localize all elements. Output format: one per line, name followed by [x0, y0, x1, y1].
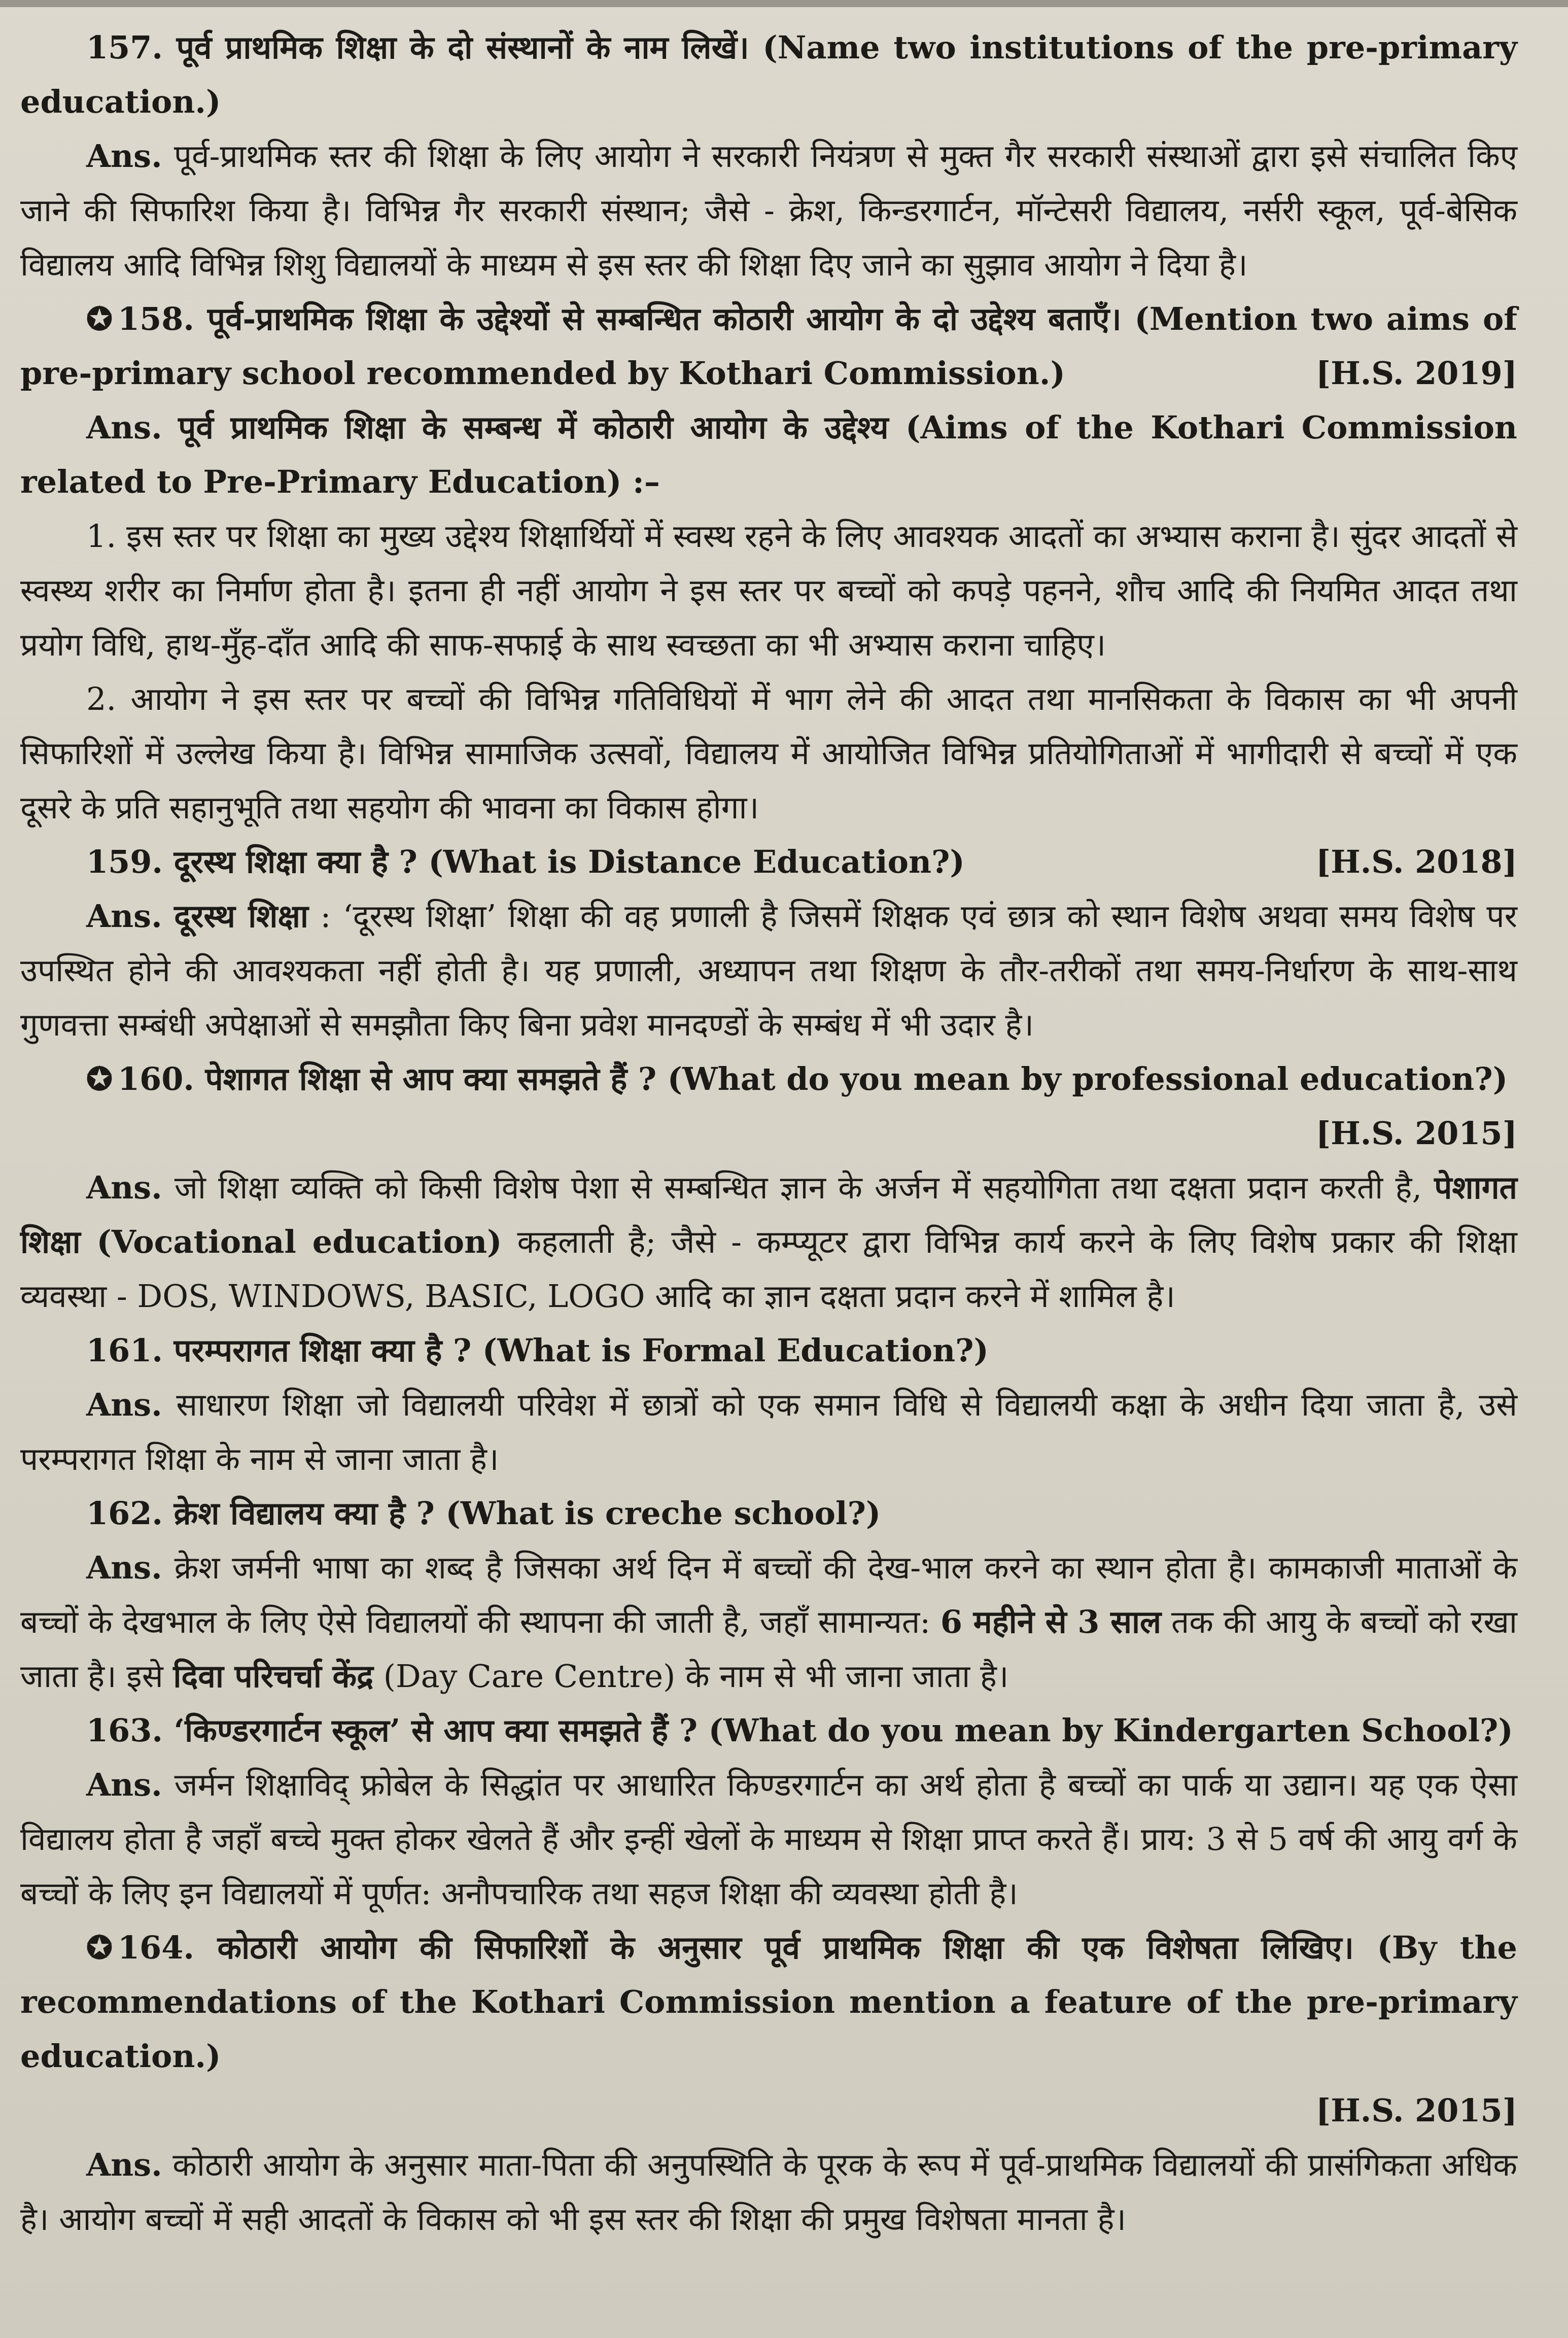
- answer-159: [20, 889, 1517, 1052]
- question-163: 163. ‘किण्डरगार्टन स्कूल’ से आप क्या समझते हैं ? (What do you mean by Kindergarten School?): [86, 1712, 1513, 1749]
- answer-label: Ans.: [86, 1549, 162, 1586]
- answer-160-term: पेशागत शिक्षा (Vocational education): [20, 1169, 1517, 1260]
- answer-159-text: : ‘दूरस्थ शिक्षा’ शिक्षा की वह प्रणाली है जिसमें शिक्षक एवं छात्र को स्थान विशेष अथवा समय विशेष पर उपस्थित होने की आवश्यकता नहीं होती है। यह प्रणाली, अध्यापन तथा शिक्षण के तौर-तरीकों तथा समय-निर्धारण के साथ-साथ गुणवत्ता सम्बंधी अपेक्षाओं से समझौता किए बिना प्रवेश मानदण्डों के सम्बंध में भी उदार है।: [20, 898, 1517, 1043]
- answer-162-age-range: 6 महीने से 3 साल: [940, 1603, 1162, 1640]
- answer-157: [20, 129, 1517, 292]
- question-164: [20, 1920, 1517, 2138]
- question-164-text: 164. कोठारी आयोग की सिफारिशों के अनुसार पूर्व प्राथमिक शिक्षा की एक विशेषता लिखिए। (By the recommendations of the Kothari Commission mention a feature of the pre-primary education.): [20, 1929, 1517, 2075]
- answer-label: Ans.: [86, 898, 162, 935]
- question-159: [20, 835, 1517, 889]
- question-162-block: [20, 1486, 1517, 1703]
- question-157: 157. पूर्व प्राथमिक शिक्षा के दो संस्थानों के नाम लिखें। (Name two institutions of the pre-primary education.): [20, 29, 1517, 120]
- exam-year-tag: [H.S. 2015]: [1315, 1115, 1517, 1152]
- question-160: [20, 1052, 1517, 1160]
- answer-162-text-2: तक की आयु के बच्चों को रखा जाता है। इसे: [20, 1603, 1517, 1695]
- answer-158-heading: [20, 400, 1517, 509]
- question-158-text: 158. पूर्व-प्राथमिक शिक्षा के उद्देश्यों से सम्बन्धित कोठारी आयोग के दो उद्देश्य बताएँ। (Mention two aims of pre-primary school recommended by Kothari Commission.): [20, 300, 1517, 392]
- answer-161-text: साधारण शिक्षा जो विद्यालयी परिवेश में छात्रों को एक समान विधि से विद्यालयी कक्षा के अधीन दिया जाता है, उसे परम्परागत शिक्षा के नाम से जाना जाता है।: [20, 1386, 1517, 1477]
- important-star-icon: ✪: [86, 1929, 113, 1966]
- answer-160-text-2: कहलाती है; जैसे - कम्प्यूटर द्वारा विभिन्न कार्य करने के लिए विशेष प्रकार की शिक्षा व्यवस्था - DOS, WINDOWS, BASIC, LOGO आदि का ज्ञान दक्षता प्रदान करने में शामिल है।: [20, 1223, 1517, 1315]
- question-158: [20, 292, 1517, 400]
- answer-160: [20, 1160, 1517, 1323]
- important-star-icon: ✪: [86, 300, 113, 337]
- answer-163: [20, 1758, 1517, 1920]
- question-159-block: [20, 835, 1517, 1052]
- question-161: 161. परम्परागत शिक्षा क्या है ? (What is Formal Education?): [86, 1332, 989, 1369]
- answer-158-point-1: 1. इस स्तर पर शिक्षा का मुख्य उद्देश्य शिक्षार्थियों में स्वस्थ रहने के लिए आवश्यक आदतों का अभ्यास कराना है। सुंदर आदतों से स्वस्थ्य शरीर का निर्माण होता है। इतना ही नहीं आयोग ने इस स्तर पर बच्चों को कपड़े पहनने, शौच आदि की नियमित आदत तथा प्रयोग विधि, हाथ-मुँह-दाँत आदि की साफ-सफाई के साथ स्वच्छता का भी अभ्यास कराना चाहिए।: [20, 518, 1517, 663]
- answer-label: Ans.: [86, 409, 162, 446]
- answer-160-text-1: जो शिक्षा व्यक्ति को किसी विशेष पेशा से सम्बन्धित ज्ञान के अर्जन में सहयोगिता तथा दक्षता प्रदान करती है,: [174, 1169, 1422, 1206]
- answer-label: Ans.: [86, 1386, 162, 1423]
- question-159-text: 159. दूरस्थ शिक्षा क्या है ? (What is Distance Education?): [86, 843, 965, 880]
- important-star-icon: ✪: [86, 1060, 113, 1097]
- exam-year-tag: [H.S. 2018]: [1315, 843, 1517, 880]
- answer-label: Ans.: [86, 1169, 162, 1206]
- answer-label: Ans.: [86, 137, 162, 175]
- answer-157-text: पूर्व-प्राथमिक स्तर की शिक्षा के लिए आयोग ने सरकारी नियंत्रण से मुक्त गैर सरकारी संस्थाओं द्वारा इसे संचालित किए जाने की सिफारिश किया है। विभिन्न गैर सरकारी संस्थान; जैसे - क्रेश, किन्डरगार्टन, मॉन्टेसरी विद्यालय, नर्सरी स्कूल, पूर्व-बेसिक विद्यालय आदि विभिन्न शिशु विद्यालयों के माध्यम से इस स्तर की शिक्षा दिए जाने का सुझाव आयोग ने दिया है।: [20, 137, 1517, 283]
- question-160-text: 160. पेशागत शिक्षा से आप क्या समझते हैं ? (What do you mean by professional education?): [117, 1060, 1508, 1097]
- answer-162-text-3: (Day Care Centre) के नाम से भी जाना जाता है।: [383, 1658, 1009, 1695]
- answer-163-text: जर्मन शिक्षाविद् फ्रोबेल के सिद्धांत पर आधारित किण्डरगार्टन का अर्थ होता है बच्चों का पार्क या उद्यान। यह एक ऐसा विद्यालय होता है जहाँ बच्चे मुक्त होकर खेलते हैं और इन्हीं खेलों के माध्यम से शिक्षा प्राप्त करते हैं। प्राय: 3 से 5 वर्ष की आयु वर्ग के बच्चों के लिए इन विद्यालयों में पूर्णत: अनौपचारिक तथा सहज शिक्षा की व्यवस्था होती है।: [20, 1766, 1518, 1912]
- answer-label: Ans.: [86, 2146, 162, 2183]
- answer-161: [20, 1378, 1517, 1486]
- answer-label: Ans.: [86, 1766, 162, 1803]
- question-162: 162. क्रेश विद्यालय क्या है ? (What is creche school?): [86, 1495, 881, 1532]
- answer-162-text-1: क्रेश जर्मनी भाषा का शब्द है जिसका अर्थ दिन में बच्चों की देख-भाल करने का स्थान होता है। कामकाजी माताओं के बच्चों के देखभाल के लिए ऐसे विद्यालयों की स्थापना की जाती है, जहाँ सामान्यत:: [20, 1549, 1517, 1640]
- question-164-block: [20, 1920, 1517, 2246]
- answer-158-point-2: 2. आयोग ने इस स्तर पर बच्चों की विभिन्न गतिविधियों में भाग लेने की आदत तथा मानसिकता के विकास का भी अपनी सिफारिशों में उल्लेख किया है। विभिन्न सामाजिक उत्सवों, विद्यालय में आयोजित विभिन्न प्रतियोगिताओं में भागीदारी से बच्चों में एक दूसरे के प्रति सहानुभूति तथा सहयोग की भावना का विकास होगा।: [20, 680, 1517, 826]
- answer-162: [20, 1540, 1517, 1703]
- exam-year-tag: [H.S. 2015]: [1315, 2092, 1517, 2129]
- question-157-block: [20, 20, 1517, 292]
- answer-164-text: कोठारी आयोग के अनुसार माता-पिता की अनुपस्थिति के पूरक के रूप में पूर्व-प्राथमिक विद्यालयों की प्रासंगिकता अधिक है। आयोग बच्चों में सही आदतों के विकास को भी इस स्तर की शिक्षा की प्रमुख विशेषता मानता है।: [20, 2146, 1517, 2238]
- answer-164: [20, 2138, 1517, 2246]
- answer-162-term: दिवा परिचर्चा केंद्र: [173, 1658, 374, 1695]
- question-163-block: [20, 1703, 1517, 1920]
- exam-year-tag: [H.S. 2019]: [1315, 355, 1517, 392]
- question-160-block: [20, 1052, 1517, 1323]
- answer-159-lead: दूरस्थ शिक्षा: [174, 898, 308, 935]
- answer-158-head-text: पूर्व प्राथमिक शिक्षा के सम्बन्ध में कोठारी आयोग के उद्देश्य (Aims of the Kothari Commission related to Pre-Primary Education) :–: [20, 409, 1518, 500]
- question-161-block: [20, 1323, 1517, 1486]
- question-158-block: [20, 292, 1517, 835]
